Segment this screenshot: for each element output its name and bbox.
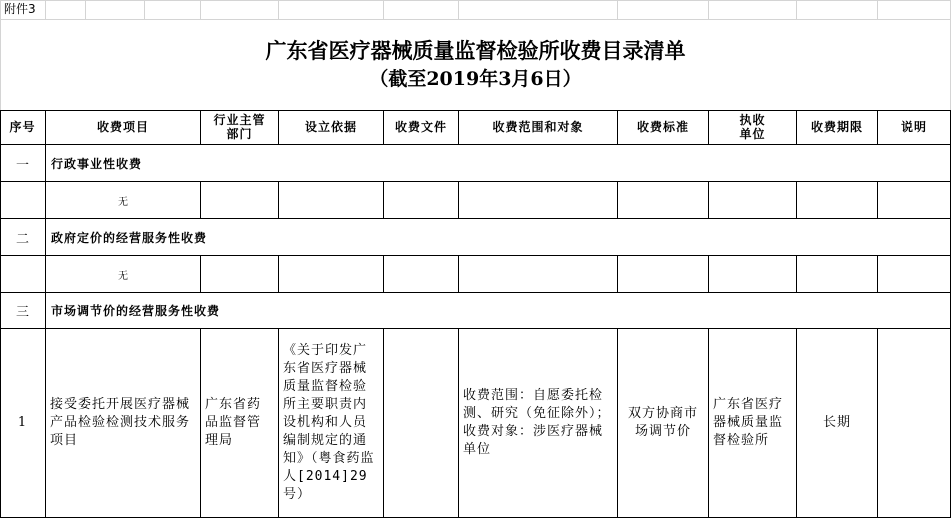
empty-cell[interactable] [878, 182, 951, 219]
row-dept[interactable]: 广东省药品监督管理局 [201, 329, 279, 518]
grid-line [200, 0, 201, 19]
none-placeholder[interactable]: 无 [46, 182, 201, 219]
section-label[interactable]: 行政事业性收费 [46, 145, 951, 182]
header-unit-line1: 执收 [739, 113, 766, 127]
section-number[interactable]: 一 [0, 145, 46, 182]
title-area[interactable] [0, 19, 951, 110]
grid-line [144, 0, 145, 19]
grid-line [617, 0, 618, 19]
empty-cell[interactable] [279, 182, 384, 219]
empty-cell[interactable] [201, 182, 279, 219]
row-note[interactable] [878, 329, 951, 518]
row-document[interactable] [384, 329, 459, 518]
empty-cell[interactable] [201, 256, 279, 293]
row-basis[interactable]: 《关于印发广东省医疗器械质量监督检验所主要职责内设机构和人员编制规定的通知》（粤食药监人[2014]29号） [279, 329, 384, 518]
section-number[interactable]: 二 [0, 219, 46, 256]
empty-cell[interactable] [618, 182, 709, 219]
header-document[interactable]: 收费文件 [384, 110, 459, 145]
grid-line [278, 0, 279, 19]
header-period[interactable]: 收费期限 [797, 110, 878, 145]
empty-cell[interactable] [878, 256, 951, 293]
empty-cell[interactable] [709, 256, 797, 293]
header-dept-line1: 行业主管 [213, 113, 266, 127]
grid-line [708, 0, 709, 19]
empty-cell[interactable] [279, 256, 384, 293]
empty-cell[interactable] [797, 182, 878, 219]
empty-cell[interactable] [709, 182, 797, 219]
empty-cell[interactable] [459, 256, 618, 293]
section-label[interactable]: 市场调节价的经营服务性收费 [46, 293, 951, 329]
empty-cell[interactable] [618, 256, 709, 293]
none-placeholder[interactable]: 无 [46, 256, 201, 293]
section-label[interactable]: 政府定价的经营服务性收费 [46, 219, 951, 256]
empty-cell[interactable] [0, 256, 46, 293]
row-item[interactable]: 接受委托开展医疗器械产品检验检测技术服务项目 [46, 329, 201, 518]
page-title: 广东省医疗器械质量监督检验所收费目录清单 [265, 38, 686, 63]
grid-line [383, 0, 384, 19]
row-seq[interactable]: 1 [0, 329, 46, 518]
empty-cell[interactable] [459, 182, 618, 219]
grid-line [45, 0, 46, 19]
header-dept-line2: 部门 [226, 127, 253, 141]
section-number[interactable]: 三 [0, 293, 46, 329]
header-unit-line2: 单位 [739, 127, 766, 141]
header-standard[interactable]: 收费标准 [618, 110, 709, 145]
grid-top-line [0, 0, 951, 1]
empty-cell[interactable] [384, 182, 459, 219]
header-basis[interactable]: 设立依据 [279, 110, 384, 145]
empty-cell[interactable] [0, 182, 46, 219]
grid-line [0, 0, 1, 19]
header-item[interactable]: 收费项目 [46, 110, 201, 145]
grid-line [877, 0, 878, 19]
grid-line [458, 0, 459, 19]
header-scope[interactable]: 收费范围和对象 [459, 110, 618, 145]
empty-cell[interactable] [384, 256, 459, 293]
empty-cell[interactable] [797, 256, 878, 293]
attachment-label[interactable]: 附件3 [4, 2, 36, 16]
grid-line [796, 0, 797, 19]
header-seq[interactable]: 序号 [0, 110, 46, 145]
row-unit[interactable]: 广东省医疗器械质量监督检验所 [709, 329, 797, 518]
page-subtitle: （截至2019年3月6日） [369, 68, 582, 90]
header-note[interactable]: 说明 [878, 110, 951, 145]
grid-line [85, 0, 86, 19]
header-unit[interactable] [709, 110, 797, 145]
row-standard[interactable]: 双方协商市场调节价 [618, 329, 709, 518]
row-period[interactable]: 长期 [797, 329, 878, 518]
row-scope[interactable]: 收费范围：自愿委托检测、研究（免征除外）；收费对象：涉医疗器械单位 [459, 329, 618, 518]
header-dept[interactable] [201, 110, 279, 145]
